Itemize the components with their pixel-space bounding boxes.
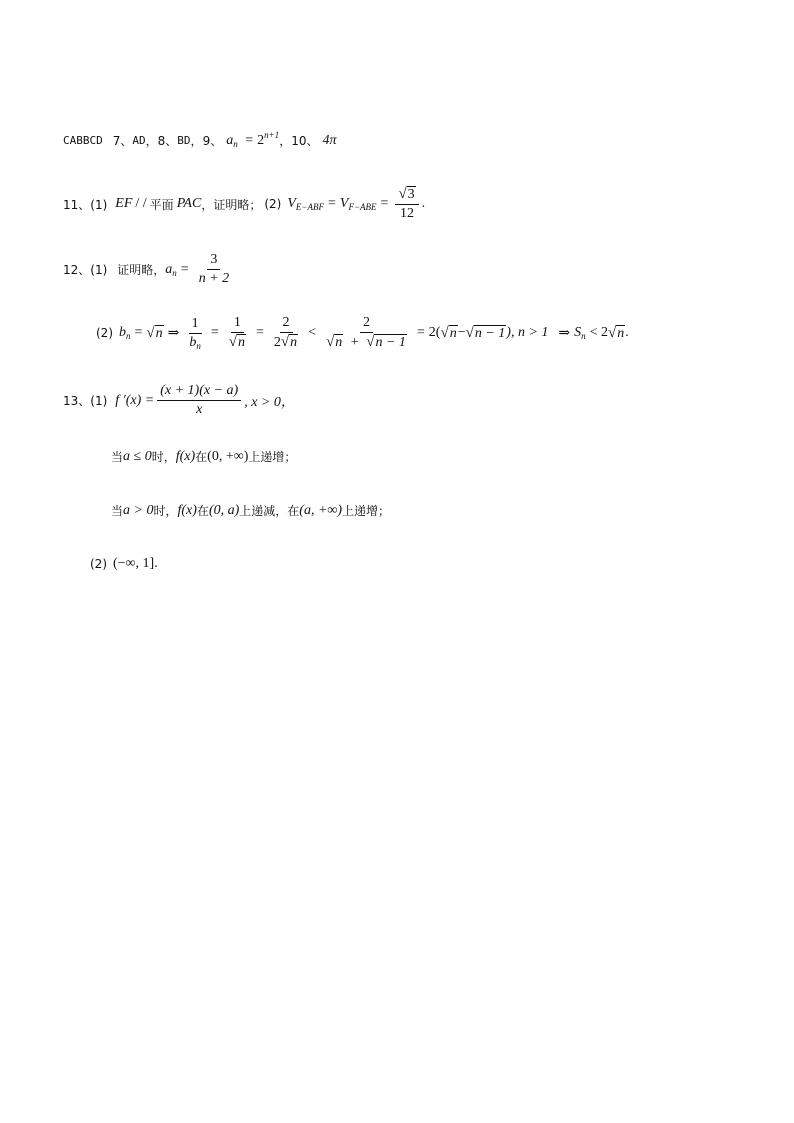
fraction: $\frac{3}{n + 2}$ xyxy=(198,252,230,286)
part2-answer: (−∞, 1] xyxy=(113,556,155,571)
plane-text: 平面 xyxy=(149,197,174,212)
case2-interval2: (a, +∞) xyxy=(299,502,343,518)
q13-case2: 当 a > 0 时， f(x) 在 (0, a) 上递减，在 (a, +∞) 上递增； xyxy=(111,502,391,518)
q11-label: 11、(1) xyxy=(63,197,108,212)
separator: ， xyxy=(145,134,158,148)
q8-label: 8、 xyxy=(157,134,178,148)
q11-answer xyxy=(63,186,425,222)
fprime-formula: f ′(x) = $\frac{(x + 1)(x - a)}{x}$ , x > 0， xyxy=(115,383,295,417)
volume-formula: V $_{E-ABF}$ = V $_{F-ABE}$ = √ 3 12 . xyxy=(287,186,426,221)
q9-label: 9、 xyxy=(202,134,223,148)
q13-part2: (2) (−∞, 1] . xyxy=(90,556,158,571)
q10-label: 10、 xyxy=(291,134,319,148)
q12-label: 12、(1) xyxy=(63,263,108,277)
q7-answer: AD xyxy=(132,134,146,147)
case1-interval: (0, +∞) xyxy=(207,448,249,464)
q13-part1 xyxy=(63,383,295,418)
bn-inequality: b $_n$ = √ n ⇒ $\frac{1}{b_n}$ = 1 √ n = 2 2 √ n < 2 √ n + √ n − 1 = 2( √ n − √ n − 1 ), n > 1 ⇒ S $_n$ < 2 √ n . xyxy=(119,315,629,351)
choice-answers: CABBCD xyxy=(63,134,103,147)
part2-label: (2) xyxy=(96,326,113,340)
answers-1-10 xyxy=(63,129,337,149)
case1-condition: a ≤ 0 xyxy=(123,448,152,464)
ef-symbol: EF xyxy=(115,196,133,211)
q7-label: 7、 xyxy=(112,134,133,148)
part2-label: (2) xyxy=(264,197,282,211)
case2-interval1: (0, a) xyxy=(208,502,240,518)
separator: ， xyxy=(190,134,203,148)
proof-text: ，证明略； xyxy=(201,197,262,212)
case2-condition: a > 0 xyxy=(123,502,154,518)
q12-part2 xyxy=(96,315,629,351)
q13-case1: 当 a ≤ 0 时， f(x) 在 (0, +∞) 上递增； xyxy=(111,448,297,464)
parallel-symbol: / / xyxy=(135,196,147,211)
q8-answer: BD xyxy=(177,134,191,147)
proof-text: 证明略， xyxy=(117,263,166,277)
separator: ， xyxy=(279,134,292,148)
pac-symbol: PAC xyxy=(176,196,202,211)
fraction: √ 3 12 xyxy=(395,186,418,222)
q10-answer: 4π xyxy=(322,132,337,148)
q9-formula: $a_n = 2^{n+1}$ xyxy=(226,129,280,149)
q13-label: 13、(1) xyxy=(63,394,108,408)
an-formula: a $_n$ = $\frac{3}{n + 2}$ xyxy=(165,252,235,287)
q12-part1 xyxy=(63,252,235,287)
